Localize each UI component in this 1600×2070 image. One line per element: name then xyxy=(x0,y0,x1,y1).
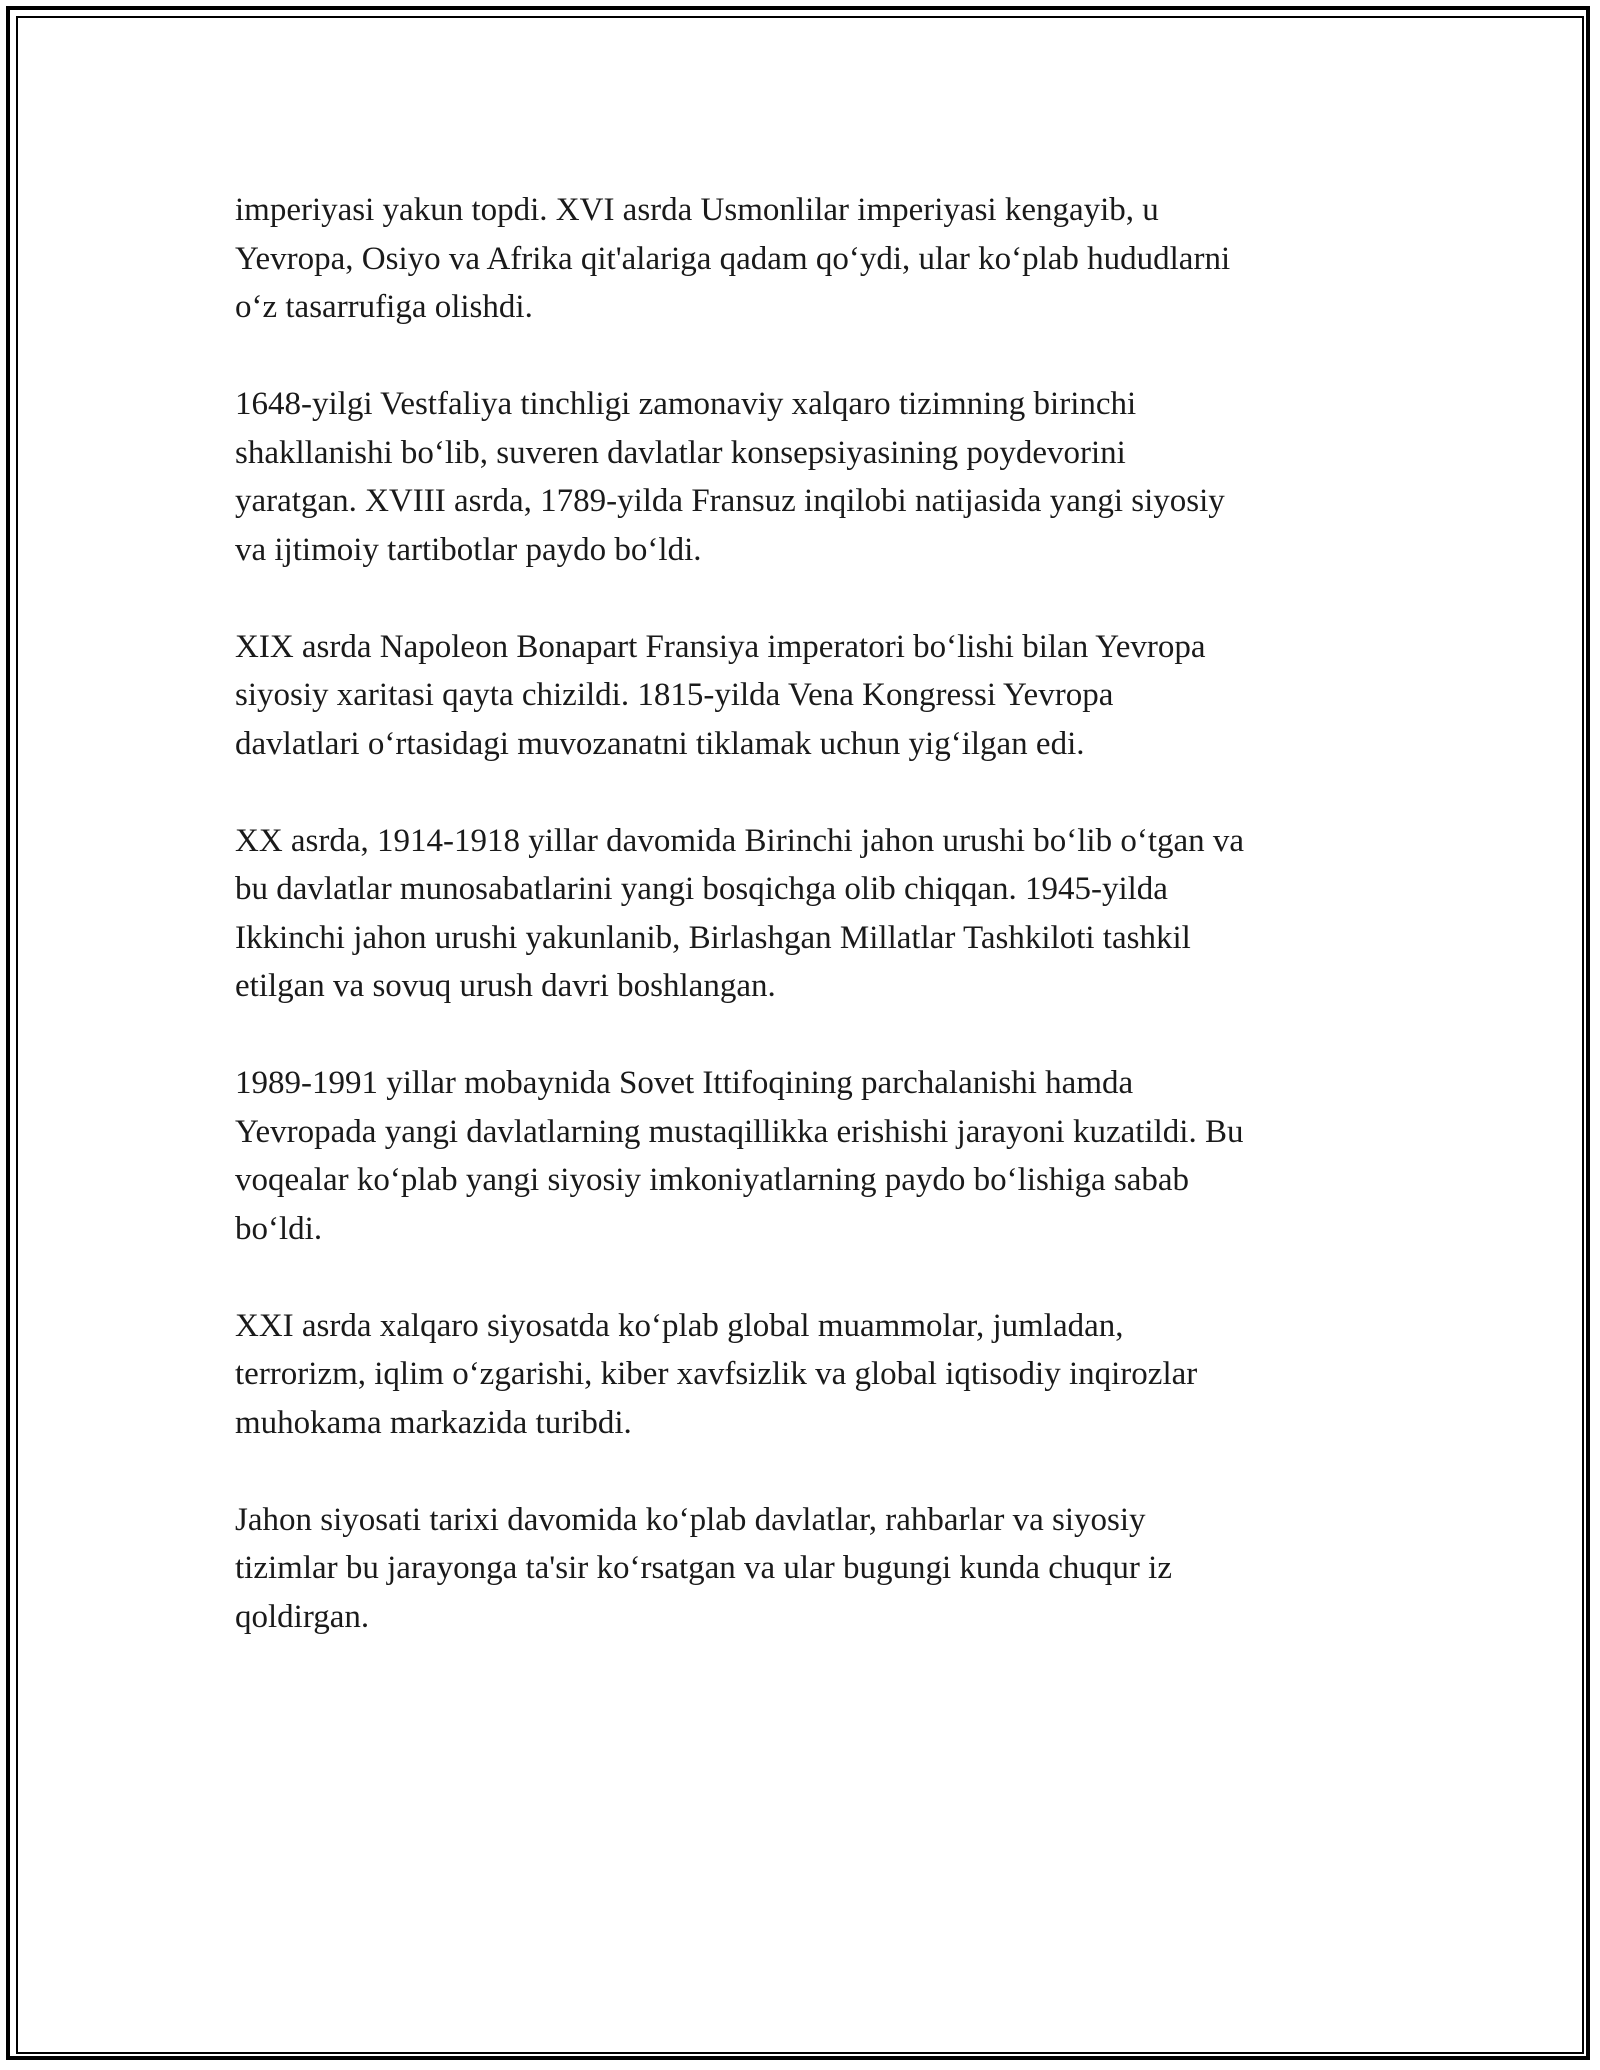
text-line: bo‘ldi. xyxy=(235,1210,323,1247)
text-line: etilgan va sovuq urush davri boshlangan. xyxy=(235,968,776,1004)
paragraph xyxy=(235,817,1370,1011)
text-line: qoldirgan. xyxy=(235,1598,370,1635)
text-line: XIX asrda Napoleon Bonapart Fransiya imperatori bo‘lishi bilan Yevropa xyxy=(235,628,1206,665)
text-line: muhokama markazida turibdi. xyxy=(235,1404,632,1441)
text-line: Jahon siyosati tarixi davomida ko‘plab davlatlar, rahbarlar va siyosiy xyxy=(235,1501,1146,1538)
paragraph xyxy=(235,186,1370,332)
text-line: Yevropada yangi davlatlarning mustaqillikka erishishi jarayoni kuzatildi. Bu xyxy=(235,1113,1244,1150)
text-line: davlatlari o‘rtasidagi muvozanatni tiklamak uchun yig‘ilgan edi. xyxy=(235,725,1085,762)
text-line: 1648-yilgi Vestfaliya tinchligi zamonaviy xalqaro tizimning birinchi xyxy=(235,386,1137,422)
paragraph xyxy=(235,380,1370,574)
text-line: bu davlatlar munosabatlarini yangi bosqichga olib chiqqan. 1945-yilda xyxy=(235,871,1168,907)
text-line: tizimlar bu jarayonga ta'sir ko‘rsatgan va ular bugungi kunda chuqur iz xyxy=(235,1550,1172,1586)
paragraph xyxy=(235,1496,1370,1642)
text-line: XX asrda, 1914-1918 yillar davomida Birinchi jahon urushi bo‘lib o‘tgan va xyxy=(235,822,1245,859)
text-line: terrorizm, iqlim o‘zgarishi, kiber xavfsizlik va global iqtisodiy inqirozlar xyxy=(235,1356,1198,1392)
document-body xyxy=(235,186,1370,1690)
text-line: imperiyasi yakun topdi. XVI asrda Usmonlilar imperiyasi kengayib, u xyxy=(235,192,1159,228)
text-line: siyosiy xaritasi qayta chizildi. 1815-yilda Vena Kongressi Yevropa xyxy=(235,677,1114,713)
text-line: Ikkinchi jahon urushi yakunlanib, Birlashgan Millatlar Tashkiloti tashkil xyxy=(235,919,1191,956)
text-line: va ijtimoiy tartibotlar paydo bo‘ldi. xyxy=(235,531,702,568)
paragraph xyxy=(235,1302,1370,1448)
text-line: o‘z tasarrufiga olishdi. xyxy=(235,289,533,325)
text-line: yaratgan. XVIII asrda, 1789-yilda Fransuz inqilobi natijasida yangi siyosiy xyxy=(235,483,1225,519)
text-line: 1989-1991 yillar mobaynida Sovet Ittifoqining parchalanishi hamda xyxy=(235,1065,1134,1101)
text-line: XXI asrda xalqaro siyosatda ko‘plab global muammolar, jumladan, xyxy=(235,1307,1124,1344)
text-line: Yevropa, Osiyo va Afrika qit'alariga qadam qo‘ydi, ular ko‘plab hududlarni xyxy=(235,240,1231,277)
text-line: voqealar ko‘plab yangi siyosiy imkoniyatlarning paydo bo‘lishiga sabab xyxy=(235,1162,1190,1198)
text-line: shakllanishi bo‘lib, suveren davlatlar konsepsiyasining poydevorini xyxy=(235,434,1126,471)
paragraph xyxy=(235,623,1370,769)
paragraph xyxy=(235,1059,1370,1253)
